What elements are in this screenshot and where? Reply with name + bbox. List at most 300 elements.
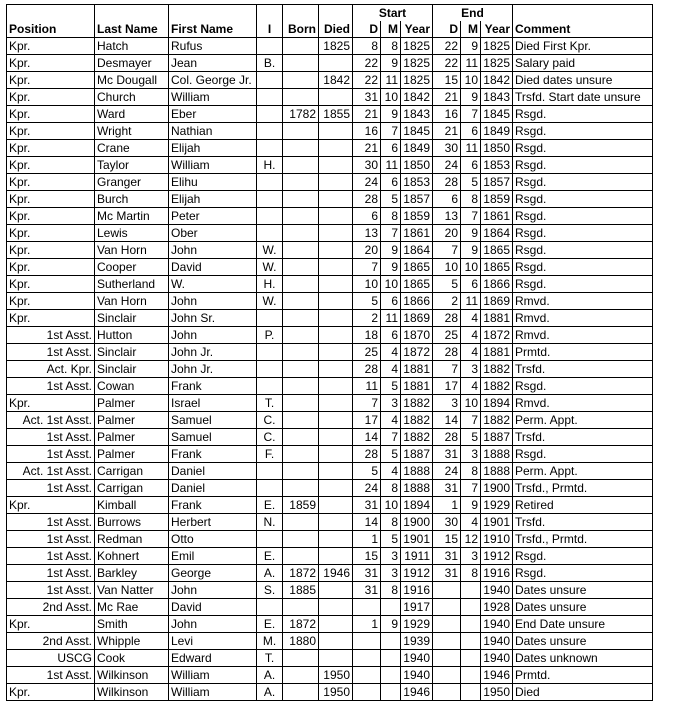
- cell-last-name: Cook: [95, 650, 169, 667]
- cell-end-month: 10: [461, 395, 481, 412]
- cell-initial: S.: [257, 582, 283, 599]
- cell-start-day: 25: [353, 344, 381, 361]
- cell-start-month: [381, 633, 401, 650]
- cell-start-month: 11: [381, 157, 401, 174]
- cell-end-month: 4: [461, 514, 481, 531]
- cell-first-name: Samuel: [169, 429, 257, 446]
- column-header-last-name: Last Name: [95, 21, 169, 38]
- cell-last-name: Mc Rae: [95, 599, 169, 616]
- table-row: [7, 395, 653, 412]
- cell-end-year: 1843: [481, 89, 513, 106]
- cell-died: [319, 140, 353, 157]
- cell-born: [283, 344, 319, 361]
- cell-end-day: 31: [433, 480, 461, 497]
- cell-initial: [257, 38, 283, 55]
- cell-initial: N.: [257, 514, 283, 531]
- cell-initial: A.: [257, 565, 283, 582]
- cell-start-year: 1869: [401, 310, 433, 327]
- cell-comment: Rsgd.: [513, 106, 653, 123]
- cell-end-day: 28: [433, 174, 461, 191]
- cell-start-day: 1: [353, 531, 381, 548]
- cell-start-year: 1825: [401, 72, 433, 89]
- cell-end-month: [461, 650, 481, 667]
- cell-born: [283, 480, 319, 497]
- cell-start-month: 4: [381, 412, 401, 429]
- cell-end-month: 7: [461, 106, 481, 123]
- cell-position: 1st Asst.: [7, 514, 95, 531]
- cell-initial: E.: [257, 548, 283, 565]
- cell-comment: Rsgd.: [513, 208, 653, 225]
- cell-start-year: 1857: [401, 191, 433, 208]
- cell-position: 2nd Asst.: [7, 599, 95, 616]
- cell-died: 1946: [319, 565, 353, 582]
- cell-start-year: 1861: [401, 225, 433, 242]
- cell-end-day: 30: [433, 140, 461, 157]
- cell-start-day: 24: [353, 480, 381, 497]
- cell-first-name: Herbert: [169, 514, 257, 531]
- cell-start-month: 11: [381, 72, 401, 89]
- cell-last-name: Kimball: [95, 497, 169, 514]
- cell-end-month: [461, 633, 481, 650]
- cell-end-month: 11: [461, 55, 481, 72]
- cell-last-name: Smith: [95, 616, 169, 633]
- cell-last-name: Barkley: [95, 565, 169, 582]
- cell-initial: [257, 89, 283, 106]
- cell-born: 1880: [283, 633, 319, 650]
- cell-first-name: Edward: [169, 650, 257, 667]
- cell-start-month: 9: [381, 55, 401, 72]
- cell-comment: Dates unsure: [513, 582, 653, 599]
- cell-start-month: 5: [381, 446, 401, 463]
- cell-initial: A.: [257, 667, 283, 684]
- cell-initial: H.: [257, 157, 283, 174]
- table-row: [7, 582, 653, 599]
- cell-initial: [257, 378, 283, 395]
- cell-start-year: 1940: [401, 667, 433, 684]
- cell-born: [283, 650, 319, 667]
- cell-position: Kpr.: [7, 259, 95, 276]
- table-row: [7, 429, 653, 446]
- cell-start-month: 3: [381, 548, 401, 565]
- cell-comment: Rsgd.: [513, 259, 653, 276]
- cell-position: 1st Asst.: [7, 378, 95, 395]
- cell-end-year: 1940: [481, 616, 513, 633]
- column-header-position: Position: [7, 21, 95, 38]
- cell-position: Act. Kpr.: [7, 361, 95, 378]
- cell-comment: Trsfd. Start date unsure: [513, 89, 653, 106]
- cell-position: 1st Asst.: [7, 531, 95, 548]
- cell-comment: Rmvd.: [513, 327, 653, 344]
- cell-died: 1950: [319, 684, 353, 701]
- cell-start-day: 31: [353, 497, 381, 514]
- cell-start-month: 5: [381, 378, 401, 395]
- column-header-first-name: First Name: [169, 21, 257, 38]
- cell-born: [283, 361, 319, 378]
- cell-start-month: 11: [381, 310, 401, 327]
- cell-last-name: Kohnert: [95, 548, 169, 565]
- cell-end-day: 7: [433, 242, 461, 259]
- cell-start-day: [353, 667, 381, 684]
- cell-position: Kpr.: [7, 225, 95, 242]
- table-row: [7, 293, 653, 310]
- cell-position: 1st Asst.: [7, 480, 95, 497]
- cell-end-year: 1916: [481, 565, 513, 582]
- cell-start-day: 31: [353, 565, 381, 582]
- cell-start-year: 1870: [401, 327, 433, 344]
- cell-initial: W.: [257, 242, 283, 259]
- cell-start-year: 1911: [401, 548, 433, 565]
- cell-last-name: Cooper: [95, 259, 169, 276]
- cell-died: [319, 293, 353, 310]
- cell-end-year: 1865: [481, 259, 513, 276]
- cell-end-year: 1910: [481, 531, 513, 548]
- cell-last-name: Desmayer: [95, 55, 169, 72]
- cell-start-year: 1825: [401, 55, 433, 72]
- cell-end-month: 8: [461, 463, 481, 480]
- cell-position: 1st Asst.: [7, 565, 95, 582]
- cell-initial: B.: [257, 55, 283, 72]
- cell-end-day: 22: [433, 38, 461, 55]
- cell-initial: [257, 599, 283, 616]
- cell-start-month: 9: [381, 242, 401, 259]
- table-row: [7, 412, 653, 429]
- cell-initial: C.: [257, 412, 283, 429]
- column-header-end-day: D: [433, 21, 461, 38]
- cell-last-name: Wilkinson: [95, 684, 169, 701]
- cell-comment: Rsgd.: [513, 123, 653, 140]
- cell-start-year: 1872: [401, 344, 433, 361]
- cell-position: Act. 1st Asst.: [7, 412, 95, 429]
- cell-comment: Prmtd.: [513, 667, 653, 684]
- cell-end-month: 3: [461, 548, 481, 565]
- table-row: [7, 684, 653, 701]
- cell-start-year: 1864: [401, 242, 433, 259]
- group-header-row: [7, 5, 653, 22]
- cell-start-month: 6: [381, 293, 401, 310]
- cell-end-year: 1845: [481, 106, 513, 123]
- cell-initial: [257, 208, 283, 225]
- cell-died: [319, 616, 353, 633]
- cell-first-name: Daniel: [169, 480, 257, 497]
- table-row: [7, 174, 653, 191]
- cell-last-name: Hatch: [95, 38, 169, 55]
- cell-comment: Rsgd.: [513, 276, 653, 293]
- cell-first-name: William: [169, 89, 257, 106]
- cell-first-name: Levi: [169, 633, 257, 650]
- cell-position: Kpr.: [7, 140, 95, 157]
- cell-end-day: [433, 650, 461, 667]
- cell-end-month: 4: [461, 344, 481, 361]
- cell-position: Kpr.: [7, 157, 95, 174]
- cell-first-name: John: [169, 242, 257, 259]
- cell-born: 1872: [283, 616, 319, 633]
- cell-first-name: Frank: [169, 497, 257, 514]
- cell-comment: Rsgd.: [513, 225, 653, 242]
- cell-initial: [257, 531, 283, 548]
- cell-start-month: 8: [381, 514, 401, 531]
- cell-end-year: 1912: [481, 548, 513, 565]
- cell-start-day: 17: [353, 412, 381, 429]
- cell-died: [319, 633, 353, 650]
- table-row: [7, 344, 653, 361]
- cell-born: [283, 55, 319, 72]
- cell-last-name: Wilkinson: [95, 667, 169, 684]
- cell-end-year: 1866: [481, 276, 513, 293]
- cell-comment: Rsgd.: [513, 565, 653, 582]
- cell-last-name: Palmer: [95, 429, 169, 446]
- cell-end-day: 28: [433, 310, 461, 327]
- table-row: [7, 38, 653, 55]
- end-group-header: End: [433, 5, 513, 22]
- cell-end-year: 1901: [481, 514, 513, 531]
- cell-start-month: [381, 650, 401, 667]
- cell-start-day: 15: [353, 548, 381, 565]
- cell-last-name: Redman: [95, 531, 169, 548]
- cell-start-month: [381, 599, 401, 616]
- cell-last-name: Burrows: [95, 514, 169, 531]
- cell-born: [283, 72, 319, 89]
- cell-end-day: 13: [433, 208, 461, 225]
- cell-born: [283, 123, 319, 140]
- cell-last-name: Granger: [95, 174, 169, 191]
- cell-last-name: Ward: [95, 106, 169, 123]
- cell-initial: E.: [257, 497, 283, 514]
- cell-first-name: Elihu: [169, 174, 257, 191]
- cell-comment: Prmtd.: [513, 344, 653, 361]
- cell-died: [319, 412, 353, 429]
- cell-born: [283, 310, 319, 327]
- cell-start-day: [353, 633, 381, 650]
- cell-end-month: 7: [461, 480, 481, 497]
- cell-born: [283, 378, 319, 395]
- cell-position: 1st Asst.: [7, 446, 95, 463]
- cell-comment: Trsfd., Prmtd.: [513, 531, 653, 548]
- cell-first-name: Jean: [169, 55, 257, 72]
- cell-end-month: 6: [461, 123, 481, 140]
- cell-end-year: 1946: [481, 667, 513, 684]
- cell-died: [319, 310, 353, 327]
- table-row: [7, 497, 653, 514]
- table-row: [7, 225, 653, 242]
- cell-died: 1855: [319, 106, 353, 123]
- cell-born: [283, 684, 319, 701]
- cell-end-day: 15: [433, 72, 461, 89]
- column-header-born: Born: [283, 21, 319, 38]
- cell-end-year: 1869: [481, 293, 513, 310]
- cell-position: Kpr.: [7, 208, 95, 225]
- cell-first-name: William: [169, 157, 257, 174]
- cell-end-year: 1940: [481, 633, 513, 650]
- cell-start-year: 1853: [401, 174, 433, 191]
- cell-last-name: Palmer: [95, 395, 169, 412]
- cell-position: Kpr.: [7, 276, 95, 293]
- cell-end-month: 9: [461, 225, 481, 242]
- cell-start-year: 1917: [401, 599, 433, 616]
- cell-first-name: Col. George Jr.: [169, 72, 257, 89]
- cell-end-year: 1888: [481, 463, 513, 480]
- cell-initial: [257, 361, 283, 378]
- cell-born: [283, 548, 319, 565]
- cell-end-month: 9: [461, 89, 481, 106]
- cell-start-month: 7: [381, 429, 401, 446]
- cell-start-month: 8: [381, 480, 401, 497]
- cell-last-name: Church: [95, 89, 169, 106]
- cell-end-day: 31: [433, 565, 461, 582]
- cell-end-year: 1882: [481, 378, 513, 395]
- cell-comment: Rsgd.: [513, 242, 653, 259]
- cell-last-name: Whipple: [95, 633, 169, 650]
- cell-start-month: 8: [381, 38, 401, 55]
- cell-born: [283, 412, 319, 429]
- cell-last-name: Van Natter: [95, 582, 169, 599]
- group-header-blank: [95, 5, 169, 22]
- cell-start-day: 14: [353, 514, 381, 531]
- table-row: [7, 616, 653, 633]
- column-header-start-year: Year: [401, 21, 433, 38]
- cell-end-month: 6: [461, 276, 481, 293]
- cell-last-name: Taylor: [95, 157, 169, 174]
- column-header-start-day: D: [353, 21, 381, 38]
- cell-died: [319, 514, 353, 531]
- keepers-table-sheet: [6, 4, 653, 701]
- cell-start-month: 6: [381, 174, 401, 191]
- table-row: [7, 72, 653, 89]
- cell-start-year: 1881: [401, 378, 433, 395]
- cell-end-day: 20: [433, 225, 461, 242]
- cell-end-day: 10: [433, 259, 461, 276]
- cell-died: [319, 599, 353, 616]
- cell-position: Kpr.: [7, 395, 95, 412]
- cell-position: Kpr.: [7, 293, 95, 310]
- column-header-initial: I: [257, 21, 283, 38]
- cell-born: [283, 38, 319, 55]
- cell-died: [319, 582, 353, 599]
- cell-end-month: 8: [461, 565, 481, 582]
- group-header-blank: [283, 5, 319, 22]
- start-group-header: Start: [353, 5, 433, 22]
- cell-start-year: 1825: [401, 38, 433, 55]
- table-row: [7, 123, 653, 140]
- cell-first-name: Frank: [169, 378, 257, 395]
- cell-end-year: 1864: [481, 225, 513, 242]
- cell-initial: [257, 72, 283, 89]
- cell-comment: Dates unsure: [513, 633, 653, 650]
- cell-start-month: 9: [381, 259, 401, 276]
- cell-initial: E.: [257, 616, 283, 633]
- cell-comment: Trsfd.: [513, 514, 653, 531]
- cell-position: 1st Asst.: [7, 327, 95, 344]
- cell-comment: Rsgd.: [513, 140, 653, 157]
- table-row: [7, 55, 653, 72]
- cell-born: [283, 276, 319, 293]
- cell-start-month: 7: [381, 123, 401, 140]
- table-row: [7, 667, 653, 684]
- cell-first-name: William: [169, 667, 257, 684]
- cell-born: [283, 395, 319, 412]
- cell-initial: W.: [257, 259, 283, 276]
- cell-born: [283, 429, 319, 446]
- cell-position: Kpr.: [7, 174, 95, 191]
- cell-end-year: 1825: [481, 55, 513, 72]
- cell-end-year: 1940: [481, 650, 513, 667]
- column-header-start-month: M: [381, 21, 401, 38]
- cell-end-day: 14: [433, 412, 461, 429]
- cell-last-name: Carrigan: [95, 463, 169, 480]
- cell-start-year: 1882: [401, 395, 433, 412]
- cell-born: [283, 140, 319, 157]
- cell-start-day: [353, 684, 381, 701]
- cell-end-day: 30: [433, 514, 461, 531]
- cell-end-day: 21: [433, 89, 461, 106]
- cell-comment: Rsgd.: [513, 548, 653, 565]
- cell-end-month: 11: [461, 293, 481, 310]
- cell-start-year: 1912: [401, 565, 433, 582]
- cell-end-month: [461, 616, 481, 633]
- cell-initial: [257, 225, 283, 242]
- cell-end-day: 31: [433, 548, 461, 565]
- cell-initial: C.: [257, 429, 283, 446]
- cell-end-month: 5: [461, 174, 481, 191]
- cell-end-month: 4: [461, 327, 481, 344]
- cell-start-year: 1881: [401, 361, 433, 378]
- cell-initial: M.: [257, 633, 283, 650]
- cell-died: [319, 55, 353, 72]
- cell-end-month: 11: [461, 140, 481, 157]
- cell-end-month: 4: [461, 378, 481, 395]
- cell-first-name: Daniel: [169, 463, 257, 480]
- cell-start-month: 7: [381, 225, 401, 242]
- table-row: [7, 310, 653, 327]
- cell-end-month: 7: [461, 208, 481, 225]
- cell-first-name: Ober: [169, 225, 257, 242]
- cell-born: [283, 446, 319, 463]
- cell-comment: Rsgd.: [513, 174, 653, 191]
- cell-comment: End Date unsure: [513, 616, 653, 633]
- cell-initial: P.: [257, 327, 283, 344]
- cell-position: Kpr.: [7, 72, 95, 89]
- cell-last-name: Sinclair: [95, 310, 169, 327]
- cell-first-name: Samuel: [169, 412, 257, 429]
- cell-start-day: 22: [353, 72, 381, 89]
- cell-position: Act. 1st Asst.: [7, 463, 95, 480]
- table-row: [7, 463, 653, 480]
- cell-position: Kpr.: [7, 616, 95, 633]
- cell-end-year: 1825: [481, 38, 513, 55]
- table-row: [7, 361, 653, 378]
- cell-first-name: John Sr.: [169, 310, 257, 327]
- cell-position: Kpr.: [7, 123, 95, 140]
- cell-initial: [257, 480, 283, 497]
- cell-start-year: 1866: [401, 293, 433, 310]
- cell-died: [319, 446, 353, 463]
- cell-first-name: Rufus: [169, 38, 257, 55]
- cell-start-year: 1939: [401, 633, 433, 650]
- table-row: [7, 259, 653, 276]
- cell-born: [283, 259, 319, 276]
- cell-end-year: 1872: [481, 327, 513, 344]
- cell-end-day: 22: [433, 55, 461, 72]
- cell-end-day: 25: [433, 327, 461, 344]
- cell-initial: [257, 310, 283, 327]
- table-row: [7, 446, 653, 463]
- cell-first-name: George: [169, 565, 257, 582]
- cell-end-year: 1882: [481, 361, 513, 378]
- group-header-blank: [319, 5, 353, 22]
- cell-died: [319, 344, 353, 361]
- cell-end-year: 1950: [481, 684, 513, 701]
- cell-died: [319, 497, 353, 514]
- cell-born: [283, 327, 319, 344]
